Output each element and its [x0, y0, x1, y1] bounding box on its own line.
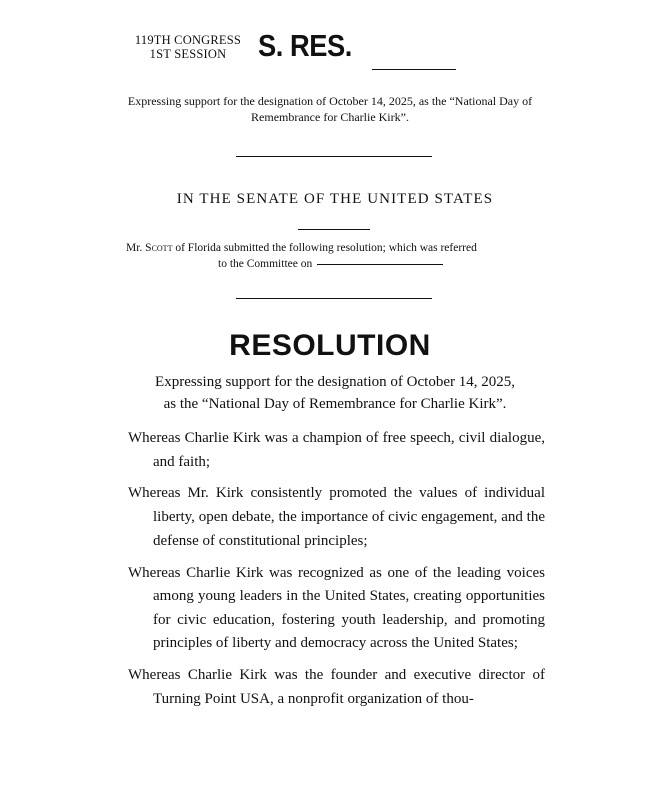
whereas-clause: Whereas Charlie Kirk was recognized as one of the leading voices among young leaders in the United States, creating opportunities for civic education, fostering youth leadership, and promoting principles of liberty and democracy across the United States; [128, 564, 545, 652]
measure-number-blank [372, 69, 456, 70]
submission-statement [126, 240, 546, 272]
congress-number: 119TH CONGRESS [134, 33, 242, 47]
sponsor-name: Scott [145, 242, 173, 254]
chamber-heading: IN THE SENATE OF THE UNITED STATES [176, 191, 494, 207]
expressing-line2: as the “National Day of Remembrance for Charlie Kirk”. [163, 396, 507, 412]
whereas-clause: Whereas Charlie Kirk was the founder and executive director of Turning Point USA, a nonprofit organization of thou- [128, 667, 545, 707]
sponsor-prefix: Mr. [126, 242, 143, 254]
committee-blank [317, 264, 443, 265]
whereas-clause: Whereas Mr. Kirk consistently promoted the values of individual liberty, open debate, the importance of civic engagement, and the defense of constitutional principles; [128, 485, 545, 549]
measure-designation: S. RES. [258, 28, 352, 63]
document-title: RESOLUTION [229, 329, 431, 362]
submission-text-line1: of Florida submitted the following resolution; which was referred [175, 242, 477, 254]
whereas-clauses [128, 427, 545, 720]
session-number: 1ST SESSION [149, 47, 227, 61]
divider-rule [236, 156, 432, 157]
whereas-clause: Whereas Charlie Kirk was a champion of free speech, civil dialogue, and faith; [128, 430, 545, 470]
expressing-statement [100, 371, 570, 415]
divider-rule [236, 298, 432, 299]
short-divider-rule [298, 229, 370, 230]
submission-text-line2: to the Committee on [218, 258, 313, 270]
resolution-summary: Expressing support for the designation of October 14, 2025, as the “National Day of Remembrance for Charlie Kirk”. [127, 94, 533, 124]
congress-session-label [118, 33, 258, 61]
expressing-line1: Expressing support for the designation of October 14, 2025, [155, 374, 515, 390]
